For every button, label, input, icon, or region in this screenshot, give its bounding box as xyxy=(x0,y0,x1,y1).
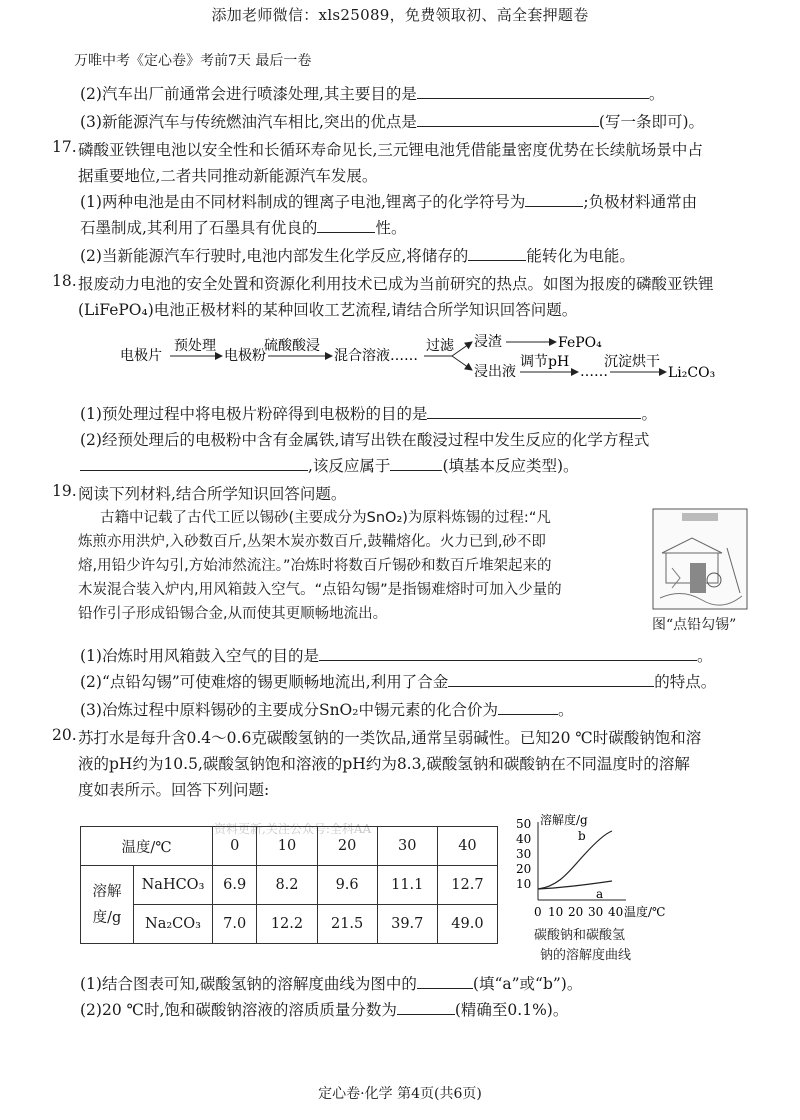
graph-ytick: 50 xyxy=(516,817,532,831)
graph-xtick: 20 xyxy=(568,905,584,919)
q19-sub2: (2)“点铅勾锡”可使难熔的锡更顺畅地流出,利用了合金 的特点。 xyxy=(80,673,717,691)
q19-passage xyxy=(78,506,562,626)
flow-label-adjust-ph: 调节pH xyxy=(520,354,570,370)
flow-dots-1: …… xyxy=(390,348,418,364)
recycle-flowchart xyxy=(0,330,800,390)
curve-b-label: b xyxy=(578,829,586,843)
passage-line: 木炭混合装入炉内,用风箱鼓入空气。“点铅勾锡”是指锡难熔时可加入少量的 xyxy=(78,582,562,598)
watermark: 资料更新,关注公众号:全科AA xyxy=(214,822,372,836)
q17-sub1-line2: 石墨制成,其利用了石墨具有优良的 性。 xyxy=(80,219,407,237)
table-cell: 21.5 xyxy=(317,905,377,944)
flow-node-electrode-powder: 电极粉 xyxy=(224,348,266,364)
graph-ylabel: 溶解度/g xyxy=(540,813,588,827)
flow-label-acid-leach: 硫酸酸浸 xyxy=(264,338,320,354)
solubility-table xyxy=(80,826,498,944)
q17-stem-line2: 据重要地位,二者共同推动新能源汽车发展。 xyxy=(78,167,378,185)
q17-stem-line1: 磷酸亚铁锂电池以安全性和长循环寿命见长,三元锂电池凭借能量密度优势在长续航场景中占 xyxy=(78,141,703,159)
passage-line: 熔,用铅少许勾引,方始沛然流注。”冶炼时将数百斤锡砂和数百斤堆架起来的 xyxy=(78,558,552,574)
graph-ytick: 40 xyxy=(516,832,532,846)
graph-xtick: 30 xyxy=(588,905,604,919)
graph-ytick: 20 xyxy=(516,862,532,876)
passage-line: 铅作引子形成铅锡合金,从而使其更顺畅地流出。 xyxy=(78,606,388,622)
table-cell: 7.0 xyxy=(213,905,257,944)
flow-node-li2co3: Li₂CO₃ xyxy=(668,365,716,381)
q19-sub1: (1)冶炼时用风箱鼓入空气的目的是 。 xyxy=(80,647,713,665)
flow-node-residue: 浸渣 xyxy=(474,334,502,350)
table-substance: NaHCO₃ xyxy=(134,866,213,905)
graph-caption-line2: 钠的溶解度曲线 xyxy=(540,948,632,963)
flow-node-mixed-solution: 混合溶液 xyxy=(334,348,390,364)
q17-number: 17. xyxy=(52,138,77,156)
q18-number: 18. xyxy=(52,272,77,290)
q20-sub1: (1)结合图表可知,碳酸氢钠的溶解度曲线为图中的 (填“a”或“b”)。 xyxy=(80,975,583,993)
table-temp: 30 xyxy=(377,827,437,866)
q18-sub2-line2: ,该反应属于 (填基本反应类型)。 xyxy=(80,454,579,476)
q20-stem-line1: 苏打水是每升含0.4～0.6克碳酸氢钠的一类饮品,通常呈弱碱性。已知20 ℃时碳酸钠饱和溶 xyxy=(78,729,702,747)
q20-sub2: (2)20 ℃时,饱和碳酸钠溶液的溶质质量分数为 (精确至0.1%)。 xyxy=(80,1001,569,1019)
table-temp: 20 xyxy=(317,827,377,866)
flow-node-fepo4: FePO₄ xyxy=(558,335,602,351)
top-banner: 添加老师微信：xls25089，免费领取初、高全套押题卷 xyxy=(211,6,589,24)
flow-arrow-branch-up xyxy=(452,342,472,356)
ancient-smelting-illustration xyxy=(652,508,748,610)
page-footer: 定心卷·化学 第4页(共6页) xyxy=(318,1086,482,1102)
passage-line: 古籍中记载了古代工匠以锡砂(主要成分为SnO₂)为原料炼锡的过程:“凡 xyxy=(100,510,551,526)
table-cell: 9.6 xyxy=(317,866,377,905)
table-cell: 11.1 xyxy=(377,866,437,905)
table-temp: 10 xyxy=(257,827,317,866)
flow-arrow-branch-down xyxy=(452,356,472,370)
table-cell: 12.7 xyxy=(437,866,497,905)
graph-ytick: 10 xyxy=(516,877,532,891)
q17-sub2: (2)当新能源汽车行驶时,电池内部发生化学反应,将储存的 能转化为电能。 xyxy=(80,247,635,265)
q20-stem-line2: 液的pH约为10.5,碳酸氢钠饱和溶液的pH约为8.3,碳酸氢钠和碳酸钠在不同温度时的溶解 xyxy=(78,755,690,773)
flow-label-pretreat: 预处理 xyxy=(174,338,216,354)
q19-sub3: (3)冶炼过程中原料锡砂的主要成分SnO₂中锡元素的化合价为 。 xyxy=(80,701,574,719)
q18-stem-line2: (LiFePO₄)电池正极材料的某种回收工艺流程,请结合所学知识回答问题。 xyxy=(78,301,578,319)
flow-label-filter: 过滤 xyxy=(426,338,454,354)
q18-sub1: (1)预处理过程中将电极片粉碎得到电极粉的目的是 。 xyxy=(80,405,657,423)
table-row-label: 溶解度/g xyxy=(81,866,134,944)
flow-dots-2: …… xyxy=(580,364,608,380)
table-cell: 6.9 xyxy=(213,866,257,905)
passage-line: 炼煎亦用洪炉,入砂数百斤,丛架木炭亦数百斤,鼓鞴熔化。火力已到,砂不即 xyxy=(78,534,546,550)
figure-caption: 图“点铅勾锡” xyxy=(652,617,737,633)
q16-sub3: (3)新能源汽车与传统燃油汽车相比,突出的优点是 (写一条即可)。 xyxy=(80,113,704,131)
graph-xtick: 10 xyxy=(548,905,564,919)
graph-caption-line1: 碳酸钠和碳酸氢 xyxy=(534,928,626,943)
table-head-label: 温度/℃ xyxy=(81,827,213,866)
curve-a-label: a xyxy=(596,887,604,901)
q17-sub1-line1: (1)两种电池是由不同材料制成的锂离子电池,锂离子的化学符号为 ;负极材料通常由 xyxy=(80,193,698,211)
graph-xtick: 0 xyxy=(534,905,542,919)
table-substance: Na₂CO₃ xyxy=(134,905,213,944)
q18-stem-line1: 报废动力电池的安全处置和资源化利用技术已成为当前研究的热点。如图为报废的磷酸亚铁锂 xyxy=(78,275,714,293)
table-cell: 8.2 xyxy=(257,866,317,905)
q19-number: 19. xyxy=(52,482,77,500)
solubility-graph xyxy=(508,810,698,928)
q20-stem-line3: 度如表所示。回答下列问题: xyxy=(78,781,270,799)
exam-header: 万唯中考《定心卷》考前7天 最后一卷 xyxy=(74,53,312,69)
q18-sub2-line1: (2)经预处理后的电极粉中含有金属铁,请写出铁在酸浸过程中发生反应的化学方程式 xyxy=(80,431,650,449)
curve-b xyxy=(538,831,612,889)
table-cell: 12.2 xyxy=(257,905,317,944)
flow-node-electrode-sheet: 电极片 xyxy=(120,348,162,364)
table-cell: 49.0 xyxy=(437,905,497,944)
graph-xtick: 40 xyxy=(608,905,624,919)
graph-xlabel: 温度/℃ xyxy=(624,905,666,919)
graph-ytick: 30 xyxy=(516,847,532,861)
table-temp: 40 xyxy=(437,827,497,866)
flow-node-leachate: 浸出液 xyxy=(474,364,516,380)
q20-number: 20. xyxy=(52,726,77,744)
table-temp: 0 xyxy=(213,827,257,866)
flow-label-precip-dry: 沉淀烘干 xyxy=(604,354,660,370)
q16-sub2: (2)汽车出厂前通常会进行喷漆处理,其主要目的是 。 xyxy=(80,85,665,103)
q19-stem: 阅读下列材料,结合所学知识回答问题。 xyxy=(78,485,347,503)
table-cell: 39.7 xyxy=(377,905,437,944)
